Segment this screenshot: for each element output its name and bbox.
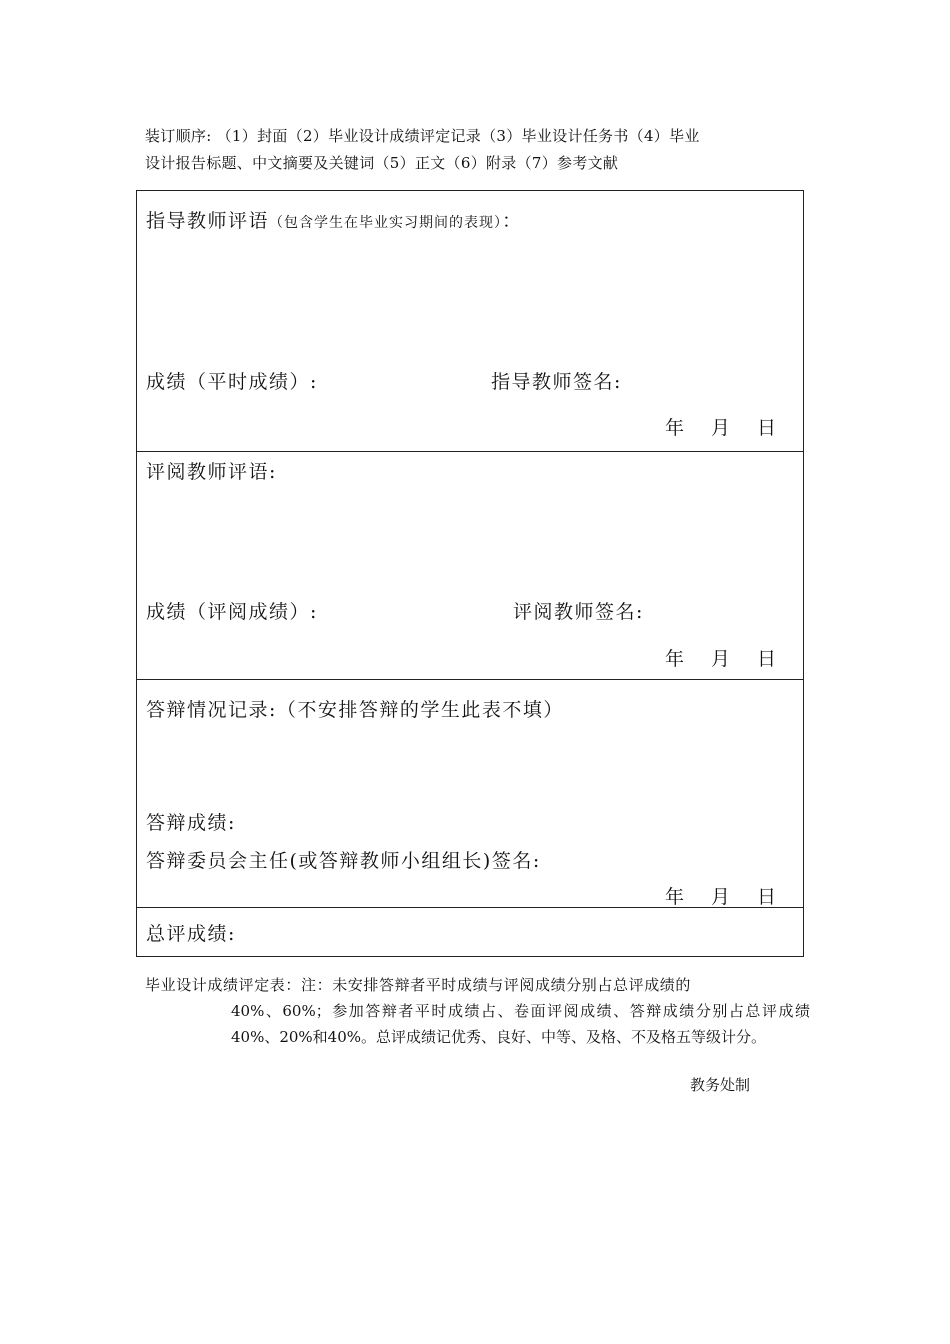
defense-signature-label: 答辩委员会主任(或答辩教师小组组长)签名:	[146, 850, 541, 872]
date-year: 年	[664, 417, 685, 439]
advisor-signature-label: 指导教师签名:	[491, 371, 622, 393]
date-day: 日	[756, 886, 777, 908]
date-month: 月	[710, 417, 731, 439]
reviewer-signature-label: 评阅教师签名:	[513, 601, 644, 623]
binding-order	[145, 123, 785, 177]
date-year: 年	[664, 648, 685, 670]
footnote	[145, 972, 810, 1050]
advisor-date	[665, 413, 777, 440]
date-day: 日	[756, 648, 777, 670]
total-grade-label: 总评成绩:	[146, 923, 236, 945]
binding-order-line-2: 设计报告标题、中文摘要及关键词（5）正文（6）附录（7）参考文献	[145, 154, 619, 172]
reviewer-comment-label: 评阅教师评语:	[146, 461, 277, 483]
advisor-comment-title: 指导教师评语	[146, 210, 270, 232]
defense-date	[665, 882, 777, 909]
defense-record-label: 答辩情况记录:（不安排答辩的学生此表不填）	[146, 699, 564, 721]
advisor-comment-note: （包含学生在毕业实习期间的表现）	[269, 215, 503, 231]
footnote-first-line: 毕业设计成绩评定表：注：未安排答辩者平时成绩与评阅成绩分别占总评成绩的	[145, 976, 692, 994]
total-section	[137, 908, 803, 956]
defense-section	[137, 680, 803, 908]
reviewer-section	[137, 452, 803, 680]
footnote-body: 40%、60%；参加答辩者平时成绩占、卷面评阅成绩、答辩成绩分别占总评成绩40%、20%和40%。总评成绩记优秀、良好、中等、及格、不及格五等级计分。	[231, 1002, 810, 1046]
grade-evaluation-form	[136, 190, 804, 957]
advisor-grade-label: 成绩（平时成绩）:	[146, 371, 318, 393]
advisor-comment-colon: ：	[502, 210, 523, 232]
advisor-comment-label	[146, 206, 523, 233]
issuer-label: 教务处制	[690, 1076, 751, 1094]
date-month: 月	[710, 886, 731, 908]
reviewer-grade-label: 成绩（评阅成绩）:	[146, 601, 318, 623]
binding-order-line-1: 装订顺序: （1）封面（2）毕业设计成绩评定记录（3）毕业设计任务书（4）毕业	[145, 127, 700, 145]
date-month: 月	[710, 648, 731, 670]
date-day: 日	[756, 417, 777, 439]
reviewer-date	[665, 644, 777, 671]
advisor-section	[137, 191, 803, 452]
date-year: 年	[664, 886, 685, 908]
defense-grade-label: 答辩成绩:	[146, 812, 236, 834]
